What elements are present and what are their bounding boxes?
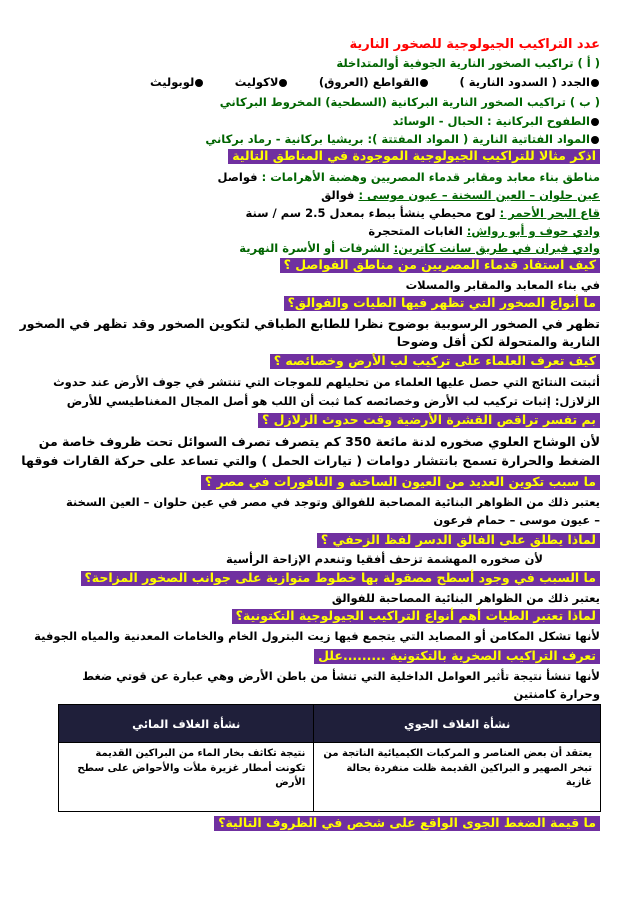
- question-heading: كيف تعرف العلماء على تركيب لب الأرض وخصائصه ؟: [270, 354, 600, 369]
- question-heading: ما سبب تكوين العديد من العيون الساخنة و النافورات في مصر ؟: [201, 475, 600, 490]
- bullet-icon: [420, 79, 428, 87]
- section-a-items: [150, 77, 600, 89]
- list-item: لوبوليث: [150, 77, 204, 89]
- comparison-table: [58, 704, 601, 812]
- table-row: [59, 743, 601, 812]
- answer-text: يعتبر ذلك من الظواهر البنائية المصاحبة للفوالق وتوجد في مصر في عين حلوان – العين السخنة: [65, 495, 600, 509]
- answer-text: تظهر في الصخور الرسوبية بوضوح نظرا للطابع الطباقي لتكوين الصخور وقد تظهر في الصخور: [19, 316, 600, 331]
- list-item: المواد الفتاتية النارية ( المواد المفتتة ): بريشيا بركانية - رماد بركاني: [205, 134, 600, 146]
- example-row: وادي فيران في طريق سانت كاترين: الشرفات أو الأسرة النهرية: [239, 241, 600, 255]
- answer-text: أثبتت النتائج التي حصل عليها العلماء من تحليلهم للموجات التي تنتشر في جوف الأرض عند حدوث: [53, 375, 600, 389]
- example-row: مناطق بناء معابد ومقابر قدماء المصريين وهضبة الأهرامات : فواصل: [217, 170, 600, 184]
- answer-text: النارية والمتحولة لكن أقل وضوحا: [396, 334, 600, 349]
- answer-text: الضغط والحرارة تسمح بانتشار دوامات ( تيارات الحمل ) والتي تساعد على حركة القارات فوقها: [21, 453, 600, 468]
- example-row: قاع البحر الأحمر : لوح محيطي ينشأ ببطء بمعدل 2.5 سم / سنة: [245, 206, 600, 220]
- answer-text: لأنها تنشأ نتيجة تأثير العوامل الداخلية التي تنشأ من باطن الأرض وهي عبارة عن قوتي ضغط: [82, 669, 600, 683]
- answer-text: لأنها تشكل المكامن أو المصايد التي يتجمع فيها زيت البترول الخام والخامات المعدنية والمياه الجوفية: [34, 629, 600, 643]
- question-heading: لماذا تعتبر الطيات أهم أنواع التراكيب الجيولوجية التكتونية؟: [232, 609, 600, 624]
- answer-text: الزلازل: إثبات تركيب لب الأرض وخصائصه كما ثبت أن اللب هو أصل المجال المغناطيسي للأرض: [66, 394, 600, 408]
- bullet-icon: [279, 79, 287, 87]
- table-header-row: [59, 705, 601, 743]
- answer-text: لأن الوشاح العلوي صخوره لدنة مائعة 350 كم يتصرف تصرف السوائل تحت ظروف خاصة من: [38, 434, 600, 449]
- list-item: القواطع (العروق): [319, 77, 429, 89]
- answer-text: يعتبر ذلك من الظواهر البنائية المصاحبة للفوالق: [331, 591, 600, 605]
- table-header: نشأة الغلاف الجوي: [314, 705, 601, 743]
- list-item: الجدد ( السدود النارية ): [460, 77, 600, 89]
- question-heading: تعرف التراكيب الصخرية بالتكتونية .........علل: [314, 649, 600, 664]
- answer-text: في بناء المعابد والمقابر والمسلات: [405, 278, 600, 292]
- bullet-icon: [195, 79, 203, 87]
- question-heading: ما قيمة الضغط الجوى الواقع على شخص في الظروف التالية؟: [214, 816, 600, 831]
- example-row: وادي حوف و أبو رواش: الغابات المتحجرة: [368, 224, 600, 238]
- question-heading: ما أنواع الصخور التي تظهر فيها الطيات والفوالق؟: [284, 296, 600, 311]
- table-cell: نتيجة تكاثف بخار الماء من البراكين القديمة تكونت أمطار غزيرة ملأت والأحواض على سطح الأرض: [59, 743, 314, 812]
- answer-text: لأن صخوره المهشمة تزحف أفقيا وتنعدم الإزاحة الرأسية: [226, 552, 543, 566]
- list-item: الطفوح البركانية : الحبال - الوسائد: [393, 116, 600, 128]
- question-heading: اذكر مثالا للتراكيب الجيولوجية الموجودة في المناطق التالية: [228, 149, 600, 164]
- example-row: عين حلوان – العين السخنة – عيون موسى : فوالق: [321, 188, 600, 202]
- question-heading: لماذا يطلق على الفالق الدسر لفظ الزحفي ؟: [317, 533, 600, 548]
- list-item: لاكوليث: [235, 77, 289, 89]
- answer-text: وحرارة كامنتين: [513, 687, 600, 701]
- answer-text: – عيون موسى – حمام فرعون: [433, 513, 600, 527]
- page-title: عدد التراكيب الجيولوجية للصخور النارية: [349, 37, 600, 52]
- question-heading: كيف استفاد قدماء المصريين من مناطق الفواصل ؟: [280, 258, 600, 273]
- bullet-icon: [591, 136, 599, 144]
- table-cell: يعتقد أن بعض العناصر و المركبات الكيميائية الناتجة من تبخر الصهير و البراكين القديمة ظلت منفردة بحالة غازية: [314, 743, 601, 812]
- bullet-icon: [591, 79, 599, 87]
- question-heading: ما السبب في وجود أسطح مصقولة بها خطوط متوازية على جوانب الصخور المزاحة؟: [81, 571, 601, 586]
- section-a-heading: ( أ ) تراكيب الصخور النارية الجوفية أوالمتداخلة: [336, 56, 600, 70]
- bullet-icon: [591, 118, 599, 126]
- table-header: نشأة الغلاف المائي: [59, 705, 314, 743]
- question-heading: بم تفسر تراقص القشرة الأرضية وقت حدوث الزلازل ؟: [258, 413, 600, 428]
- section-b-heading: ( ب ) تراكيب الصخور النارية البركانية (السطحية) المخروط البركاني: [219, 95, 600, 109]
